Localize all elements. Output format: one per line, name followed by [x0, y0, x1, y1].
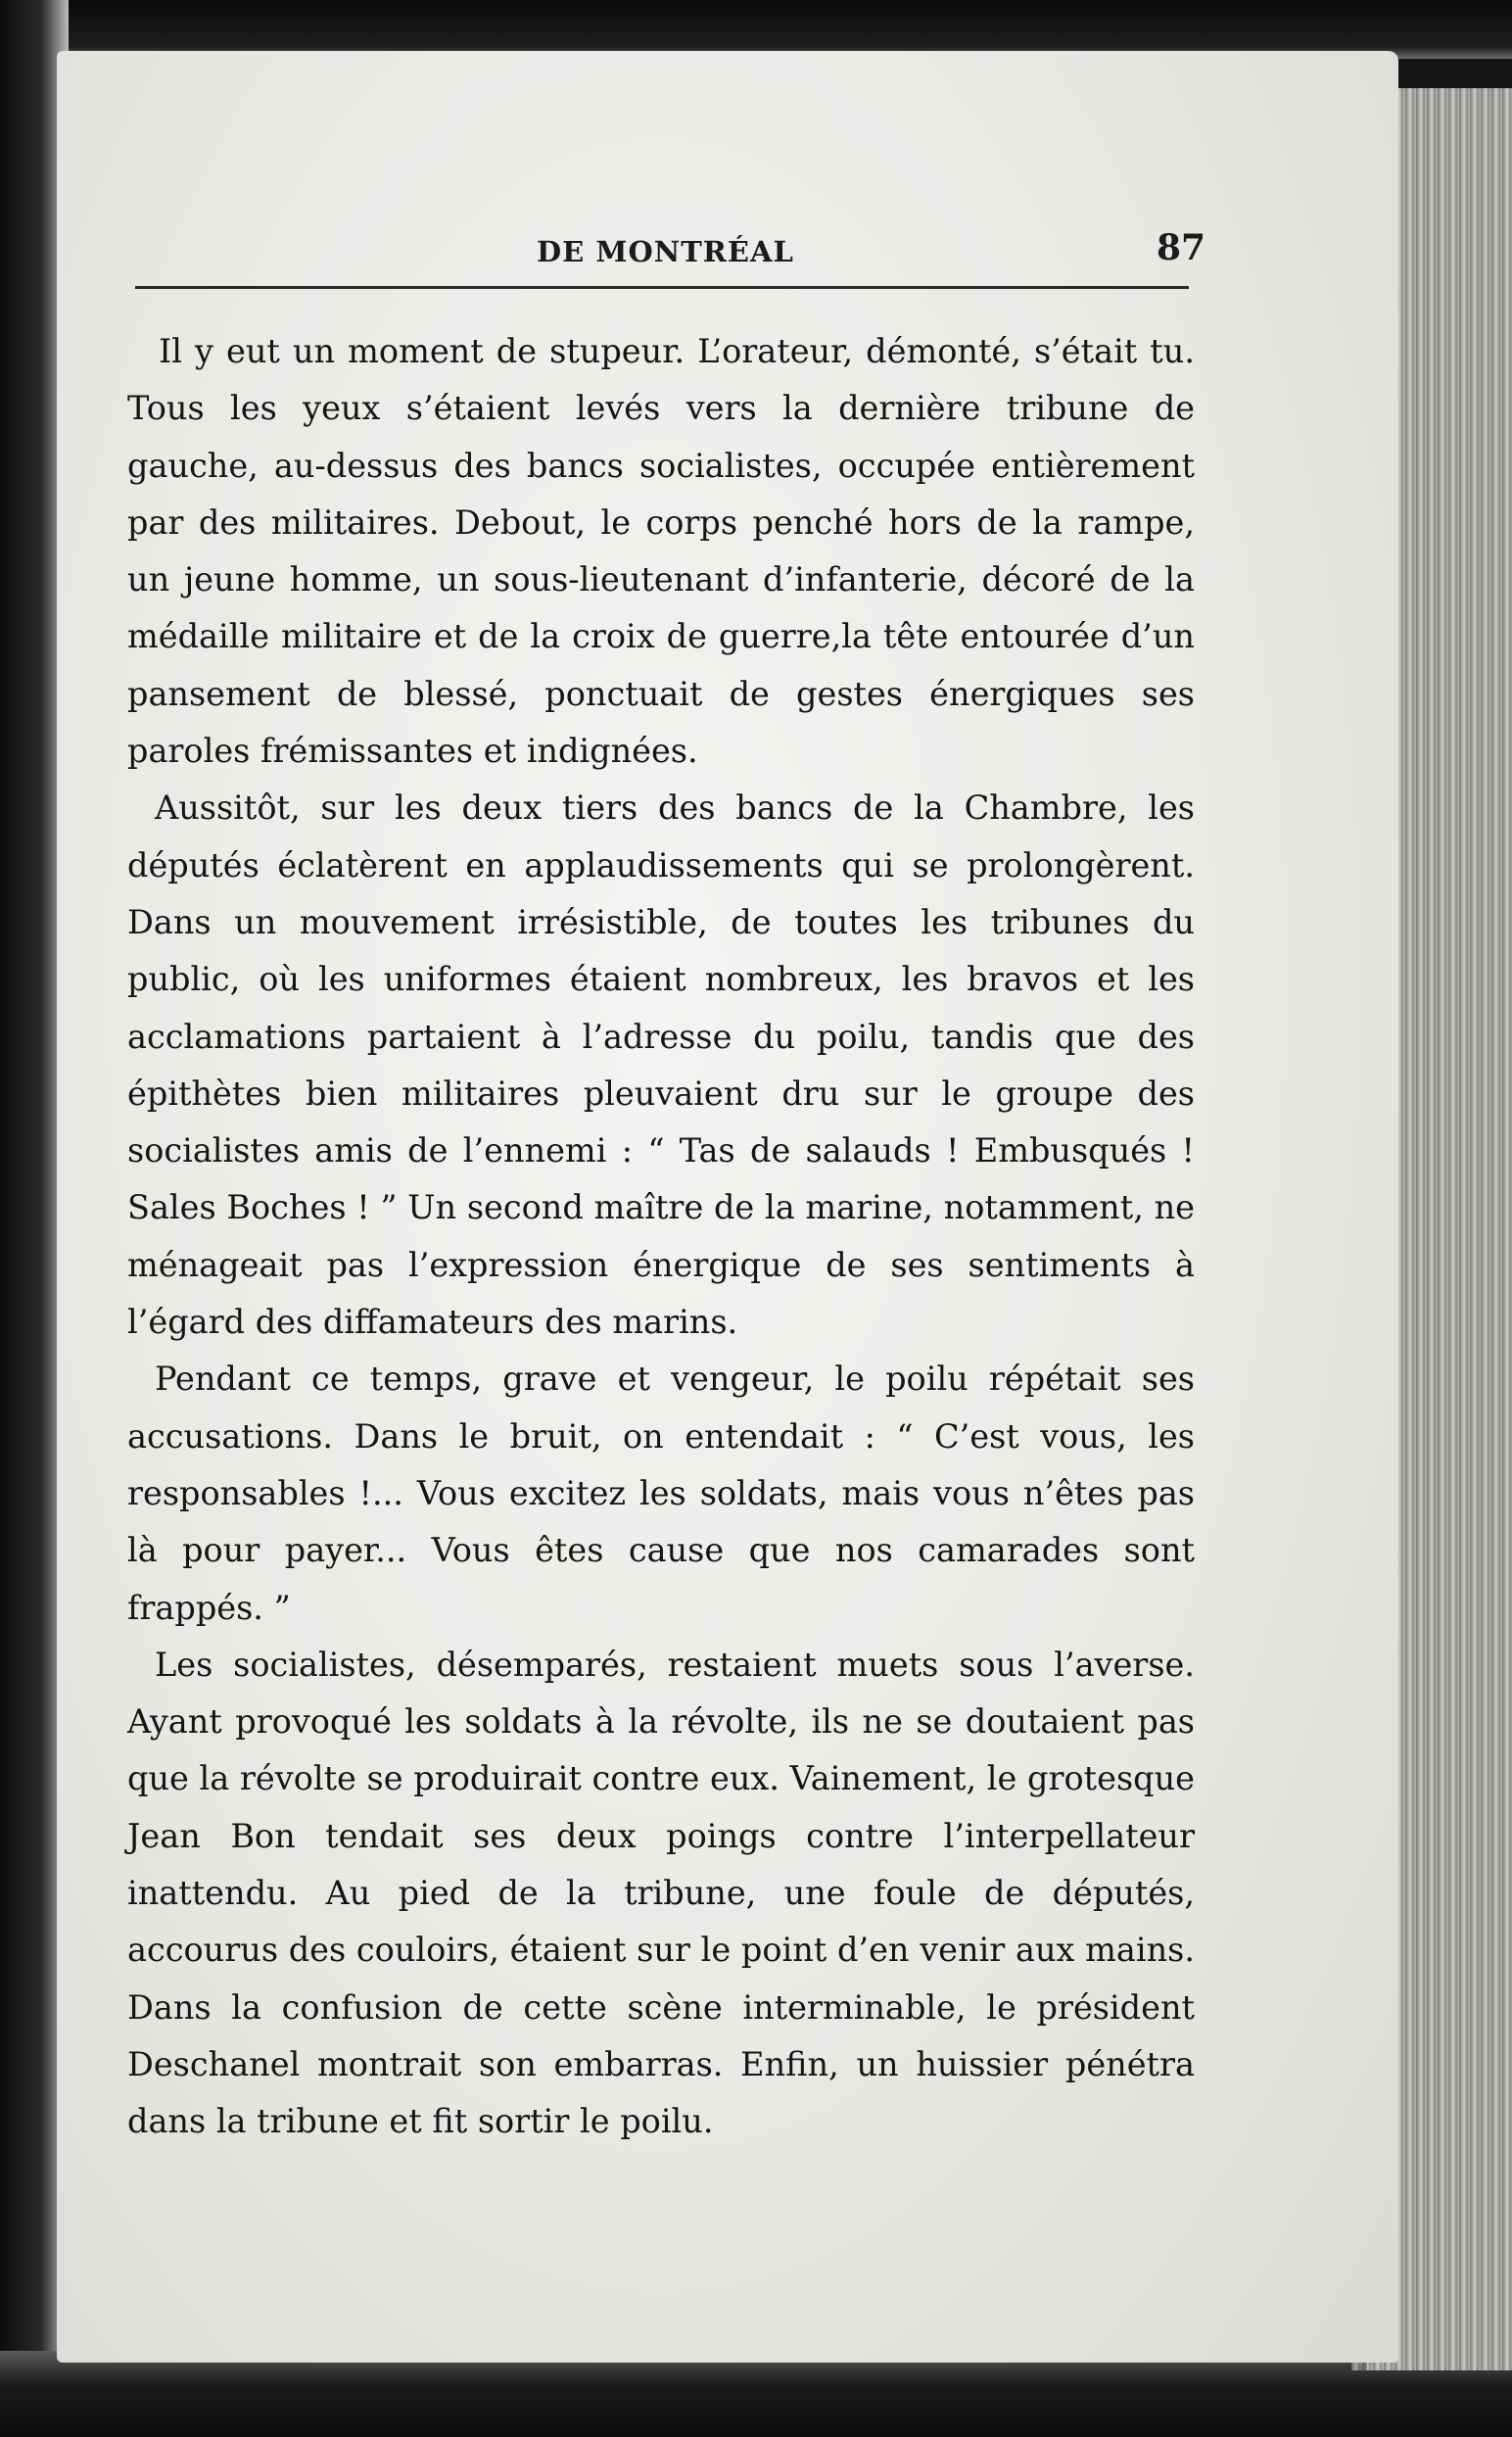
page-number: 87 [1157, 227, 1206, 268]
body-text [127, 323, 1195, 2151]
page-header [135, 225, 1206, 304]
paragraph-2: Aussitôt, sur les deux tiers des bancs de la Chambre, les députés éclatèrent en applaudissements qui se prolongèrent. Dans un mouvement irrésistible, de toutes les tribunes du public, où les uniformes étaient nombreux, les bravos et les acclamations partaient à l’adresse du poilu, tandis que des épithètes bien militaires pleuvaient dru sur le groupe des socialistes amis de l’ennemi : “ Tas de salauds ! Embusqués ! Sales Boches ! ” Un second maître de la marine, notamment, ne ménageait pas l’expression énergique de ses sentiments à l’égard des diffamateurs des marins. [127, 788, 1195, 1342]
paragraph-4: Les socialistes, désemparés, restaient muets sous l’averse. Ayant provoqué les soldats à la révolte, ils ne se doutaient pas que la révolte se produirait contre eux. Vainement, le grotesque Jean Bon tendait ses deux poings contre l’interpellateur inattendu. Au pied de la tribune, une foule de députés, accourus des couloirs, étaient sur le point d’en venir aux mains. Dans la confusion de cette scène interminable, le président Deschanel montrait son embarras. Enfin, un huissier pénétra dans la tribune et fit sortir le poilu. [127, 1645, 1195, 2141]
paragraph-1: Il y eut un moment de stupeur. L’orateur, démonté, s’était tu. Tous les yeux s’étaient levés vers la dernière tribune de gauche, au-dessus des bancs socialistes, occupée entièrement par des militaires. Debout, le corps penché hors de la rampe, un jeune homme, un sous-lieutenant d’infanterie, décoré de la médaille militaire et de la croix de guerre,la tête entourée d’un pansement de blessé, ponctuait de gestes énergiques ses paroles frémissantes et indignées. [127, 332, 1195, 771]
book-page [57, 51, 1398, 2363]
header-rule [135, 286, 1189, 289]
running-head: DE MONTRÉAL [537, 235, 794, 268]
scan-border-bottom [0, 2351, 1512, 2437]
paragraph-3: Pendant ce temps, grave et vengeur, le poilu répétait ses accusations. Dans le bruit, on entendait : “ C’est vous, les responsables !... Vous excitez les soldats, mais vous n’êtes pas là pour payer... Vous êtes cause que nos camarades sont frappés. ” [127, 1360, 1195, 1627]
scan-border-top [0, 0, 1512, 59]
